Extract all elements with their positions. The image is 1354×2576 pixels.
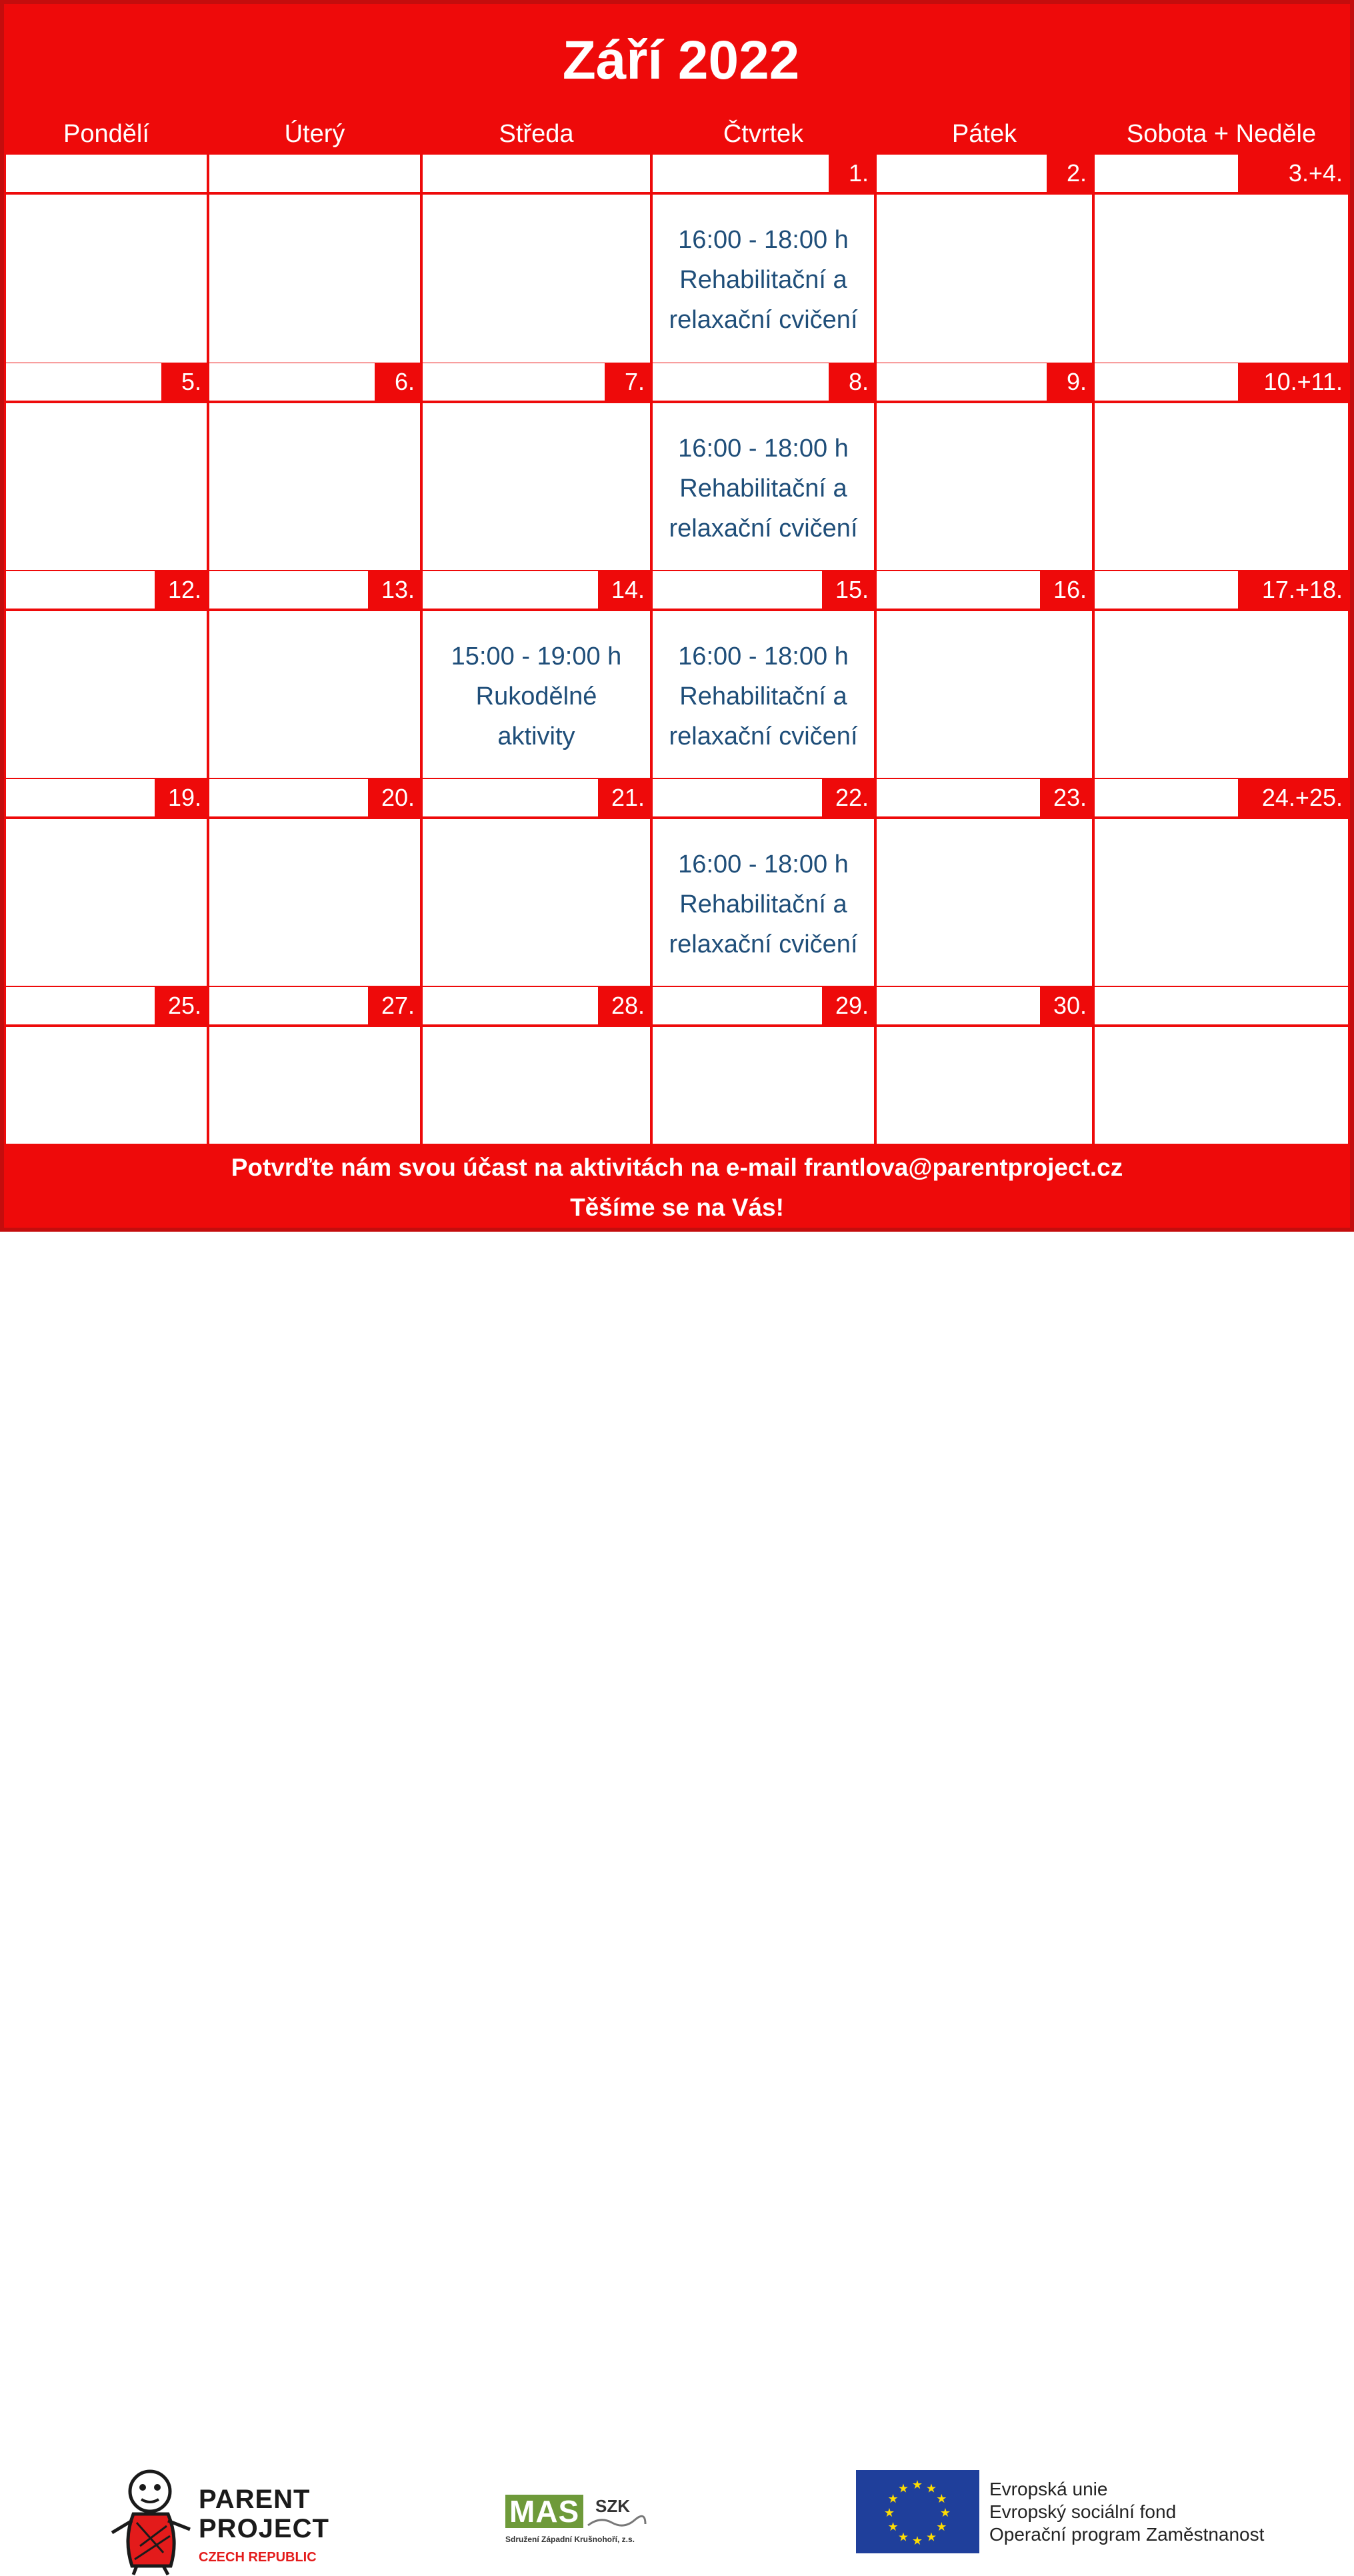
eu-star-icon: ★: [939, 2506, 951, 2520]
weekday-5: Pátek: [951, 119, 1017, 148]
mas-logo-caption: Sdružení Západní Krušnohoří, z.s.: [505, 2535, 635, 2544]
day-strip: [6, 571, 207, 609]
footer-confirm-text: Potvrďte nám svou účast na aktivitách na e-mail frantlova@parentproject.cz: [231, 1154, 1123, 1181]
day-strip: [423, 363, 650, 401]
eu-star-icon: ★: [887, 2520, 899, 2534]
day-cell: [209, 819, 420, 986]
eu-star-icon: ★: [911, 2534, 923, 2548]
day-cell: [423, 195, 650, 363]
day-cell: [209, 611, 420, 778]
day-strip: [209, 571, 420, 609]
day-strip: [653, 155, 874, 192]
day-number: 28.: [598, 987, 650, 1024]
day-number: 30.: [1040, 987, 1092, 1024]
eu-star-icon: ★: [911, 2478, 923, 2492]
eu-star-icon: ★: [936, 2520, 947, 2534]
mas-logo-suffix: SZK: [595, 2496, 630, 2516]
day-strip: [1095, 779, 1348, 816]
day-number: 27.: [368, 987, 420, 1024]
event: 15:00 - 19:00 h Rukodělné aktivity: [451, 643, 622, 750]
day-strip: [653, 987, 874, 1024]
day-strip: [877, 987, 1092, 1024]
day-cell: [423, 819, 650, 986]
day-number: 3.+4.: [1238, 155, 1348, 192]
day-cell: [423, 611, 650, 778]
day-number: 7.: [605, 363, 650, 401]
day-number: 29.: [822, 987, 874, 1024]
day-number: 1.: [829, 155, 874, 192]
day-strip: [209, 987, 420, 1024]
day-number: 23.: [1040, 779, 1092, 816]
day-strip: [1095, 155, 1348, 192]
day-number: 6.: [375, 363, 420, 401]
logo-bar: [0, 1232, 1354, 2565]
calendar-title: Září 2022: [562, 30, 800, 91]
day-number: 8.: [829, 363, 874, 401]
day-cell: [653, 403, 874, 570]
day-cell: [6, 1027, 207, 1144]
day-number: 17.+18.: [1238, 571, 1348, 609]
eu-star-icon: ★: [897, 2530, 909, 2545]
day-number: 25.: [155, 987, 207, 1024]
day-cell: [653, 195, 874, 363]
day-number: 14.: [598, 571, 650, 609]
event: 16:00 - 18:00 h Rehabilitační a relaxační cvičení: [669, 643, 858, 750]
eu-star-icon: ★: [936, 2492, 947, 2506]
day-cell: [1095, 1027, 1348, 1144]
day-number: 12.: [155, 571, 207, 609]
weekday-6: Sobota + Neděle: [1126, 119, 1317, 148]
day-strip: [877, 155, 1092, 192]
day-strip: [877, 779, 1092, 816]
day-cell: [209, 195, 420, 363]
event: 16:00 - 18:00 h Rehabilitační a relaxační cvičení: [669, 226, 858, 334]
day-strip: [209, 779, 420, 816]
day-number: 24.+25.: [1238, 779, 1348, 816]
day-cell: [653, 1027, 874, 1144]
day-cell: [877, 819, 1092, 986]
day-number: 13.: [368, 571, 420, 609]
eu-star-icon: ★: [925, 2530, 937, 2545]
day-cell: [209, 403, 420, 570]
day-strip: [6, 155, 207, 192]
eu-flag-icon: [856, 2470, 979, 2553]
day-strip: [209, 155, 420, 192]
weekday-3: Středa: [499, 119, 574, 148]
day-number: 20.: [368, 779, 420, 816]
day-cell: [653, 611, 874, 778]
day-cell: [1095, 819, 1348, 986]
day-strip: [653, 779, 874, 816]
day-strip: [877, 571, 1092, 609]
day-number: 9.: [1047, 363, 1092, 401]
day-cell: [209, 1027, 420, 1144]
parent-project-line1: PARENT: [199, 2485, 311, 2514]
eu-star-icon: ★: [883, 2506, 895, 2520]
eu-line2: Evropský sociální fond: [989, 2501, 1177, 2522]
day-number: 15.: [822, 571, 874, 609]
day-cell: [1095, 611, 1348, 778]
day-cell: [653, 819, 874, 986]
day-cell: [877, 195, 1092, 363]
day-number: 21.: [598, 779, 650, 816]
eu-star-icon: ★: [897, 2481, 909, 2496]
eu-star-icon: ★: [925, 2481, 937, 2496]
event: 16:00 - 18:00 h Rehabilitační a relaxační cvičení: [669, 850, 858, 958]
day-strip: [6, 363, 207, 401]
day-strip: [6, 987, 207, 1024]
day-cell: [877, 403, 1092, 570]
day-cell: [877, 611, 1092, 778]
eu-star-icon: ★: [887, 2492, 899, 2506]
day-strip: [653, 363, 874, 401]
day-strip: [209, 363, 420, 401]
day-cell: [1095, 403, 1348, 570]
weekday-header-row: [5, 115, 1349, 153]
day-strip: [423, 779, 650, 816]
event: 16:00 - 18:00 h Rehabilitační a relaxační cvičení: [669, 435, 858, 543]
day-cell: [877, 1027, 1092, 1144]
day-cell: [6, 403, 207, 570]
weekday-4: Čtvrtek: [723, 119, 804, 148]
day-strip: [653, 571, 874, 609]
day-cell: [423, 403, 650, 570]
day-strip: [423, 155, 650, 192]
eu-line3: Operační program Zaměstnanost: [989, 2524, 1265, 2545]
day-strip: [1095, 363, 1348, 401]
weekday-2: Úterý: [284, 119, 345, 148]
parent-project-line2: PROJECT: [199, 2514, 329, 2543]
day-number: 16.: [1040, 571, 1092, 609]
mas-logo-mark: MAS: [505, 2495, 583, 2528]
parent-project-mascot-icon: [107, 2466, 197, 2576]
day-number: 22.: [822, 779, 874, 816]
day-strip: [6, 779, 207, 816]
day-strip: [423, 987, 650, 1024]
day-number: 19.: [155, 779, 207, 816]
day-strip: [877, 363, 1092, 401]
day-cell: [423, 1027, 650, 1144]
mas-wave-icon: [587, 2515, 647, 2529]
day-cell: [6, 195, 207, 363]
day-cell: [1095, 195, 1348, 363]
weekday-1: Pondělí: [63, 119, 149, 148]
footer: [0, 1148, 1354, 1232]
eu-text-block: [989, 2478, 1264, 2546]
parent-project-line3: CZECH REPUBLIC: [199, 2550, 317, 2565]
day-number: 10.+11.: [1238, 363, 1348, 401]
day-cell: [6, 819, 207, 986]
day-strip: [423, 571, 650, 609]
day-strip: [1095, 987, 1348, 1024]
day-number: 5.: [161, 363, 207, 401]
day-number: 2.: [1047, 155, 1092, 192]
day-cell: [6, 611, 207, 778]
eu-line1: Evropská unie: [989, 2479, 1108, 2499]
footer-greeting: Těšíme se na Vás!: [570, 1194, 784, 1221]
day-strip: [1095, 571, 1348, 609]
